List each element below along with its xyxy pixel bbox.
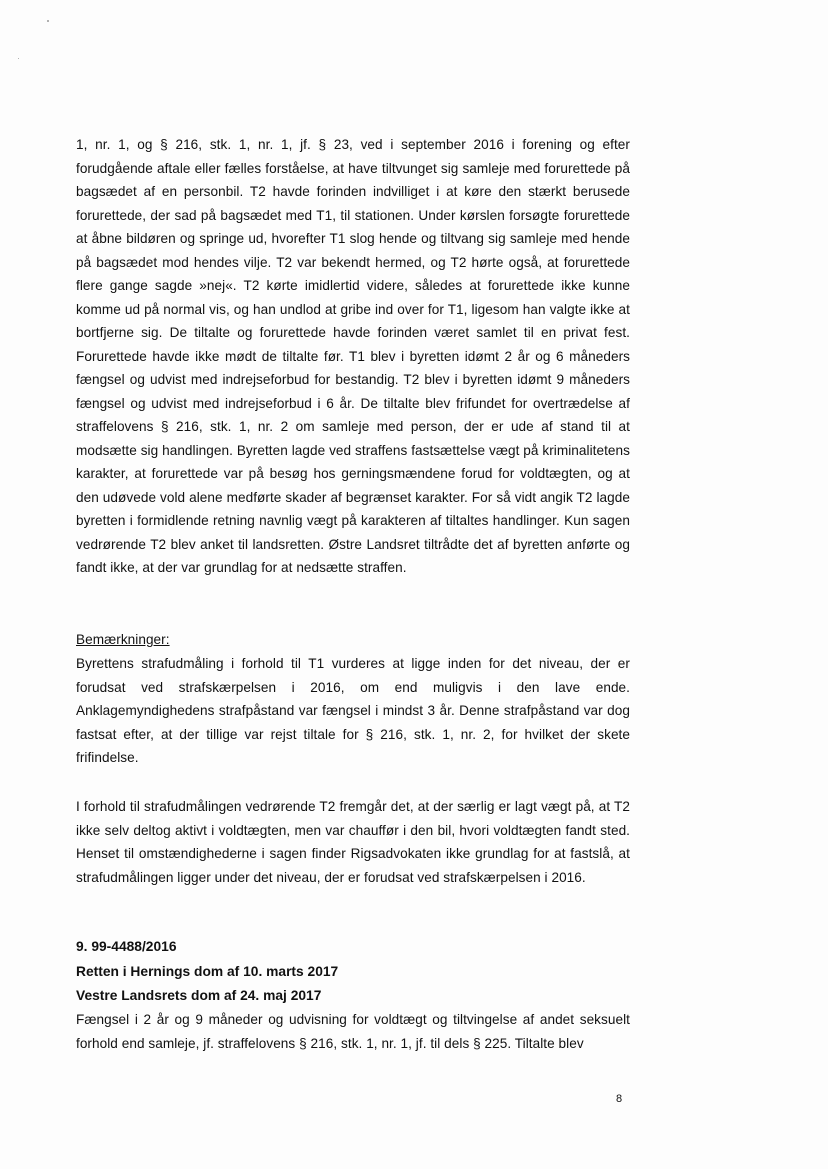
page-number: 8 — [616, 1093, 623, 1105]
court-ruling-1: Retten i Hernings dom af 10. marts 2017 — [76, 964, 339, 979]
body-paragraph-3 — [76, 795, 630, 889]
body-paragraph-1 — [76, 133, 630, 609]
paragraph-text: 1, nr. 1, og § 216, stk. 1, nr. 1, jf. § 23, ved i september 2016 i forening og efter forudgående aftale eller fælles forståelse, at have tiltvunget sig samleje med forurettede på bagsædet af en personbil. T2 havde forinden indvilliget i at køre den stærkt berusede forurettede, der sad på bagsædet med T1, til stationen. Under kørslen forsøgte forurettede at åbne bildøren og springe ud, hvorefter T1 slog hende og tiltvang sig samleje med hende på bagsædet mod hendes vilje. T2 var bekendt hermed, og T2 hørte også, at forurettede flere gange sagde »nej«. T2 kørte imidlertid videre, således at forurettede ikke kunne komme ud på normal vis, og han undlod at gribe ind over for T1, ligesom han valgte ikke at bortfjerne sig. De tiltalte og forurettede havde forinden været samlet til en privat fest. Forurettede havde ikke mødt de tiltalte før. T1 blev i byretten idømt 2 år og 6 måneders fængsel og udvist med indrejseforbud for bestandig. T2 blev i byretten idømt 9 måneders fængsel og udvist med indrejseforbud i 6 år. De tiltalte blev frifundet for overtrædelse af straffelovens § 216, stk. 1, nr. 2 om samleje med person, der er ude af stand til at modsætte sig handlingen. Byretten lagde ved straffens fastsættelse vægt på kriminalitetens karakter, at forurettede var på besøg hos gerningsmændene forud for voldtægten, og at den udøvede vold alene medførte skader af begrænset karakter. For så vidt angik T2 lagde byretten i formidlende retning navnlig vægt på karakteren af tiltaltes handlinger. Kun sagen vedrørende T2 blev anket til landsretten. Østre Landsret tiltrådte det af byretten anførte og fandt ikke, at der var grundlag for at nedsætte straffen. — [76, 137, 630, 575]
body-paragraph-2 — [76, 652, 630, 770]
remarks-heading — [76, 628, 630, 652]
body-paragraph-4 — [76, 1008, 630, 1055]
scan-speck — [47, 20, 49, 22]
paragraph-text: Fængsel i 2 år og 9 måneder og udvisning for voldtægt og tiltvingelse af andet seksuelt forhold end samleje, jf. straffelovens § 216, stk. 1, nr. 1, jf. til dels § 225. Tiltalte blev — [76, 1012, 630, 1051]
paragraph-text: I forhold til strafudmålingen vedrørende T2 fremgår det, at der særlig er lagt vægt på, at T2 ikke selv deltog aktivt i voldtægten, men var chauffør i den bil, hvori voldtægten fandt sted. Henset til omstændighederne i sagen finder Rigsadvokaten ikke grundlag for at fastslå, at strafudmålingen ligger under det niveau, der er forudsat ved strafskærpelsen i 2016. — [76, 799, 630, 885]
paragraph-text: Byrettens strafudmåling i forhold til T1 vurderes at ligge inden for det niveau, der er forudsat ved strafskærpelsen i 2016, om end muligvis i den lave ende. Anklagemyndighedens strafpåstand var fængsel i mindst 3 år. Denne strafpåstand var dog fastsat efter, at der tillige var rejst tiltale for § 216, stk. 1, nr. 2, for hvilket der skete frifindelse. — [76, 656, 630, 765]
court-ruling-2: Vestre Landsrets dom af 24. maj 2017 — [76, 988, 322, 1003]
case-number: 9. 99-4488/2016 — [76, 939, 177, 954]
remarks-heading-text: Bemærkninger: — [76, 632, 170, 647]
scan-speck — [18, 58, 19, 59]
